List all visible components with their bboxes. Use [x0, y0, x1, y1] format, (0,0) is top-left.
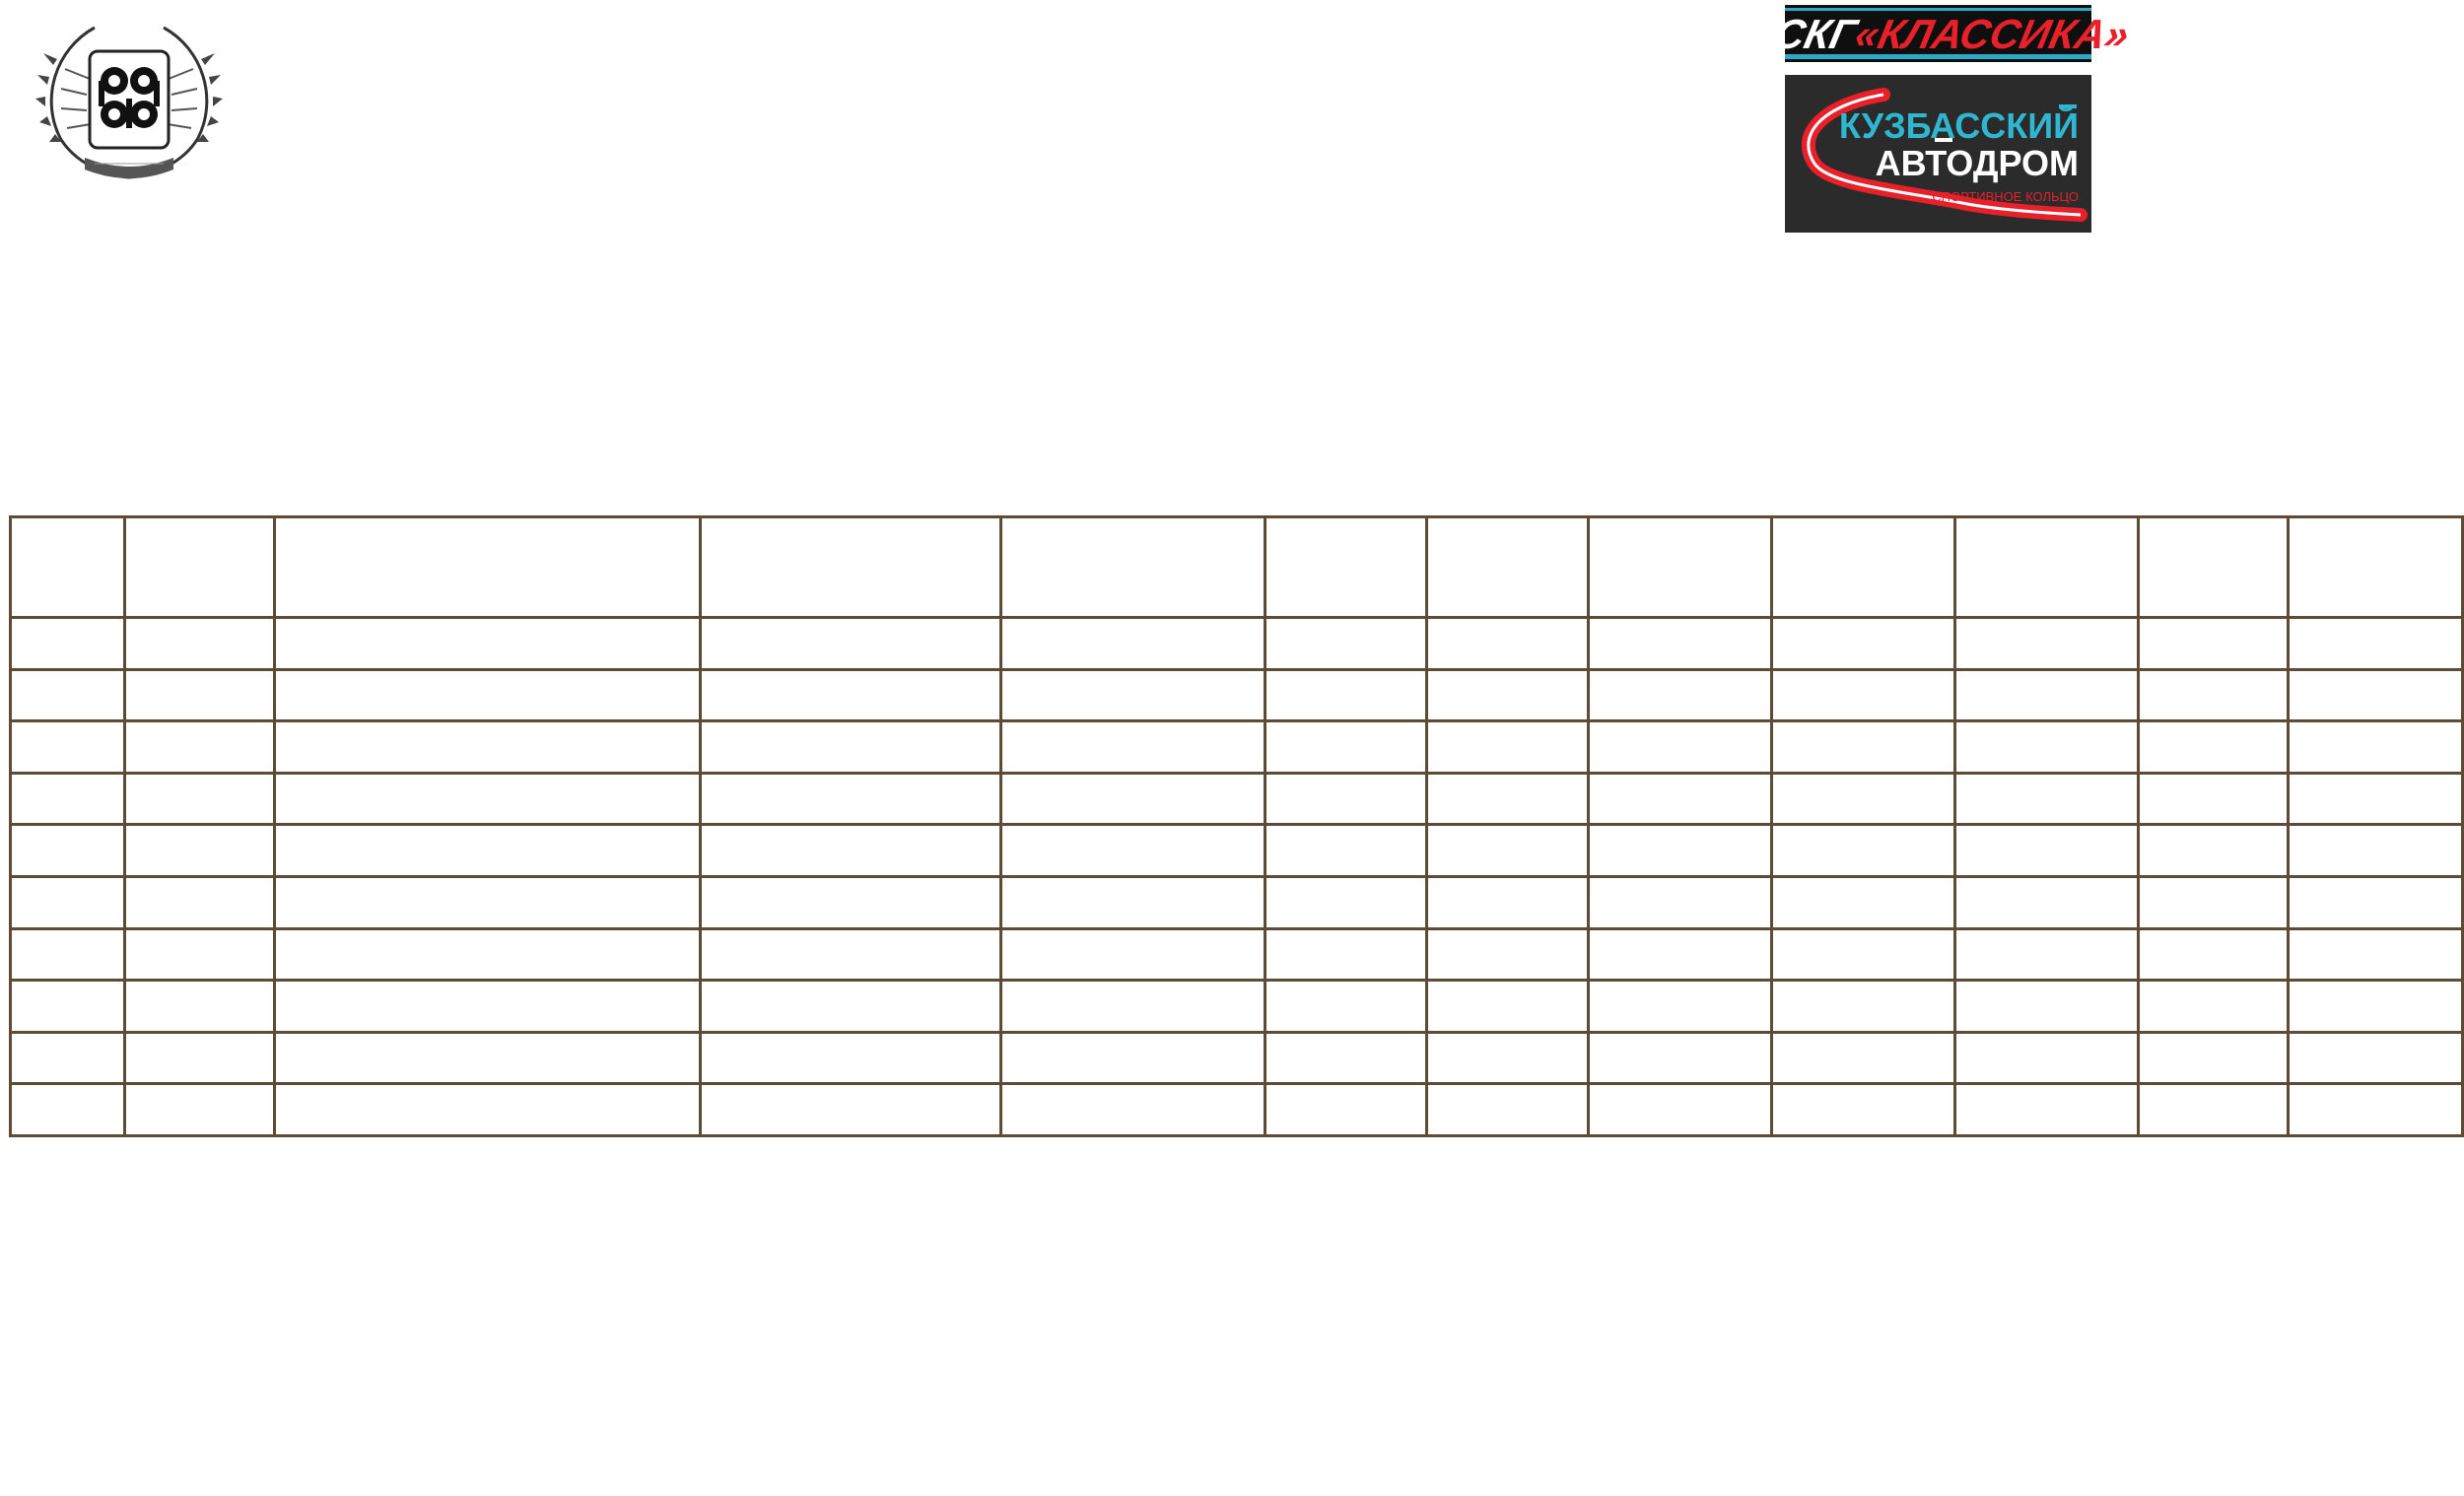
table-cell: [125, 825, 275, 877]
table-cell: [1266, 721, 1427, 774]
table-header-cell: [1266, 517, 1427, 618]
table-cell: [701, 825, 1001, 877]
table-cell: [2289, 928, 2463, 981]
table-cell: [1427, 876, 1589, 928]
table-header-cell: [2289, 517, 2463, 618]
avtodrom-line2: АВТОДРОМ: [1875, 143, 2079, 183]
table-cell: [11, 721, 125, 774]
table-cell: [11, 1084, 125, 1136]
kskg-klassika-logo: [1745, 5, 2134, 62]
table-cell: [1589, 876, 1772, 928]
table-cell: [2289, 876, 2463, 928]
table-cell: [275, 721, 701, 774]
table-cell: [1955, 981, 2139, 1033]
table-cell: [1955, 669, 2139, 721]
results-table: [9, 515, 2464, 1137]
table-header-cell: [1427, 517, 1589, 618]
table-cell: [1266, 1032, 1427, 1084]
table-cell: [1427, 618, 1589, 670]
table-cell: [1001, 1084, 1266, 1136]
table-header-cell: [1589, 517, 1772, 618]
table-cell: [275, 876, 701, 928]
table-cell: [1266, 669, 1427, 721]
table-header-row: [11, 517, 2463, 618]
table-cell: [125, 928, 275, 981]
table-cell: [2289, 618, 2463, 670]
table-row: [11, 669, 2463, 721]
table-cell: [2139, 1084, 2289, 1136]
kuzbass-avtodrom-logo: [1785, 75, 2091, 233]
table-cell: [1955, 618, 2139, 670]
table-cell: [2289, 981, 2463, 1033]
kskg-logo-text: КСКГ«КЛАССИКА»: [1745, 11, 2134, 57]
table-cell: [1589, 669, 1772, 721]
table-cell: [275, 669, 701, 721]
table-cell: [125, 773, 275, 825]
table-cell: [701, 981, 1001, 1033]
table-cell: [701, 876, 1001, 928]
table-cell: [1955, 1084, 2139, 1136]
table-cell: [2289, 1084, 2463, 1136]
table-cell: [125, 618, 275, 670]
table-cell: [1772, 928, 1955, 981]
table-cell: [2289, 825, 2463, 877]
table-cell: [1427, 981, 1589, 1033]
table-cell: [701, 1084, 1001, 1136]
table-body: [11, 618, 2463, 1136]
table-cell: [2289, 773, 2463, 825]
table-cell: [2139, 981, 2289, 1033]
avtodrom-line1: КУЗБАССКИЙ: [1838, 105, 2079, 146]
table-header-cell: [2139, 517, 2289, 618]
table-cell: [11, 981, 125, 1033]
table-cell: [275, 1084, 701, 1136]
table-cell: [11, 618, 125, 670]
table-row: [11, 721, 2463, 774]
table-cell: [1589, 721, 1772, 774]
table-cell: [701, 721, 1001, 774]
table-cell: [1001, 773, 1266, 825]
table-cell: [1427, 721, 1589, 774]
table-cell: [1589, 825, 1772, 877]
table-header-cell: [275, 517, 701, 618]
raaf-emblem-icon: [35, 20, 223, 187]
table-cell: [1001, 669, 1266, 721]
table-cell: [701, 618, 1001, 670]
table-cell: [1427, 1032, 1589, 1084]
table-cell: [1266, 773, 1427, 825]
table-cell: [1955, 773, 2139, 825]
table-cell: [125, 1084, 275, 1136]
table-cell: [1001, 618, 1266, 670]
table-cell: [1589, 1032, 1772, 1084]
table-cell: [11, 773, 125, 825]
table-cell: [1955, 876, 2139, 928]
table-cell: [11, 669, 125, 721]
table-cell: [11, 825, 125, 877]
table-cell: [1001, 1032, 1266, 1084]
table-cell: [1266, 618, 1427, 670]
table-cell: [1772, 876, 1955, 928]
table-header-cell: [11, 517, 125, 618]
table-cell: [2139, 876, 2289, 928]
table-cell: [275, 928, 701, 981]
table-cell: [2289, 721, 2463, 774]
table-cell: [1772, 669, 1955, 721]
table-cell: [275, 618, 701, 670]
table-cell: [1001, 928, 1266, 981]
table-cell: [1589, 773, 1772, 825]
table-cell: [1266, 928, 1427, 981]
table-row: [11, 928, 2463, 981]
table-header-cell: [1772, 517, 1955, 618]
table-cell: [275, 773, 701, 825]
table-cell: [1427, 1084, 1589, 1136]
table-cell: [125, 1032, 275, 1084]
table-cell: [125, 721, 275, 774]
table-cell: [701, 669, 1001, 721]
table-cell: [701, 773, 1001, 825]
table-row: [11, 773, 2463, 825]
table-cell: [11, 876, 125, 928]
table-cell: [1772, 773, 1955, 825]
table-cell: [1427, 825, 1589, 877]
table-cell: [701, 928, 1001, 981]
table-cell: [1955, 928, 2139, 981]
table-cell: [11, 928, 125, 981]
table-cell: [2139, 618, 2289, 670]
table-cell: [2139, 669, 2289, 721]
table-cell: [1772, 1084, 1955, 1136]
table-cell: [2139, 928, 2289, 981]
table-row: [11, 981, 2463, 1033]
table-cell: [1955, 721, 2139, 774]
table-cell: [1266, 981, 1427, 1033]
table-cell: [1772, 1032, 1955, 1084]
table-header-cell: [125, 517, 275, 618]
table-cell: [1955, 825, 2139, 877]
table-row: [11, 1084, 2463, 1136]
table-cell: [2139, 773, 2289, 825]
table-cell: [1589, 618, 1772, 670]
table-cell: [1001, 721, 1266, 774]
table-cell: [1589, 928, 1772, 981]
table-cell: [1772, 721, 1955, 774]
table-cell: [2139, 721, 2289, 774]
avtodrom-line3: СПОРТИВНОЕ КОЛЬЦО: [1932, 189, 2079, 204]
table-cell: [1427, 773, 1589, 825]
table-cell: [1772, 825, 1955, 877]
table-cell: [1266, 1084, 1427, 1136]
table-cell: [1001, 981, 1266, 1033]
table-cell: [701, 1032, 1001, 1084]
table-cell: [1772, 981, 1955, 1033]
table-header-cell: [701, 517, 1001, 618]
table-cell: [1266, 876, 1427, 928]
table-cell: [1001, 825, 1266, 877]
table-cell: [1427, 928, 1589, 981]
table-cell: [11, 1032, 125, 1084]
table-cell: [275, 825, 701, 877]
table-cell: [1589, 981, 1772, 1033]
table-row: [11, 618, 2463, 670]
table-cell: [1589, 1084, 1772, 1136]
table-header-cell: [1955, 517, 2139, 618]
table-cell: [1266, 825, 1427, 877]
table-cell: [125, 876, 275, 928]
table-cell: [2139, 1032, 2289, 1084]
table-cell: [1955, 1032, 2139, 1084]
table-cell: [125, 981, 275, 1033]
table-cell: [1001, 876, 1266, 928]
table-cell: [275, 1032, 701, 1084]
table-cell: [2139, 825, 2289, 877]
table-cell: [1427, 669, 1589, 721]
table-cell: [2289, 669, 2463, 721]
table-row: [11, 1032, 2463, 1084]
table-cell: [1772, 618, 1955, 670]
table-header-cell: [1001, 517, 1266, 618]
table-cell: [2289, 1032, 2463, 1084]
table-cell: [125, 669, 275, 721]
table-row: [11, 825, 2463, 877]
table-row: [11, 876, 2463, 928]
table-cell: [275, 981, 701, 1033]
